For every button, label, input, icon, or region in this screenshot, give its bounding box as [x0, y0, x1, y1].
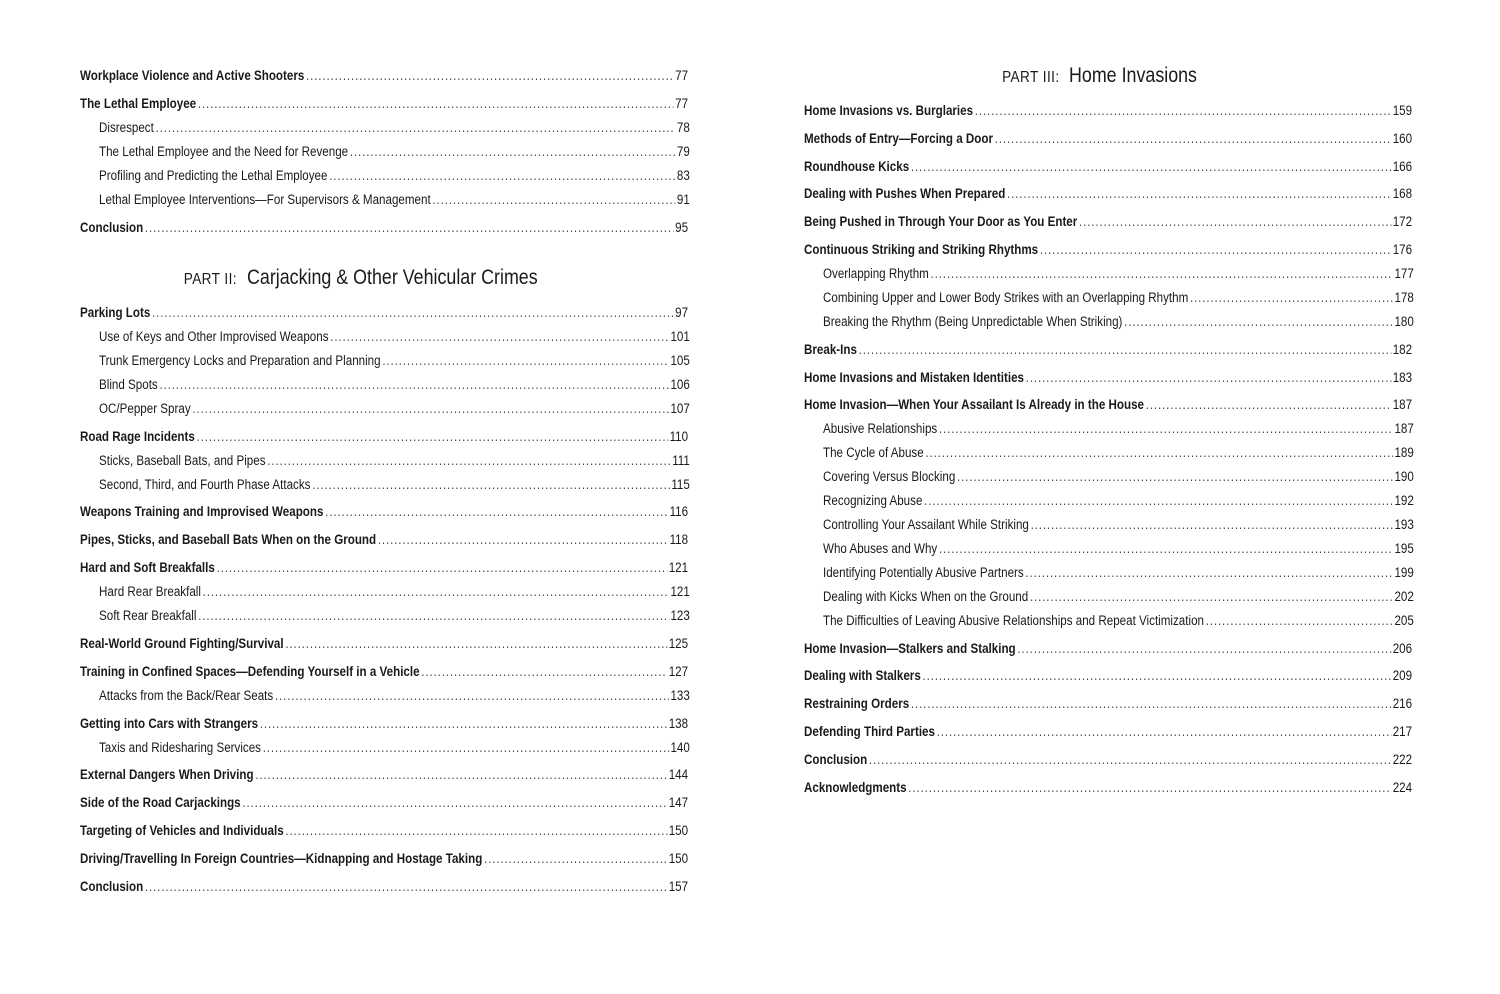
toc-entry-title: Home Invasions and Mistaken Identities — [804, 370, 1025, 385]
toc-entry-title: Workplace Violence and Active Shooters — [80, 68, 305, 83]
toc-entry-page-number: 83 — [676, 168, 690, 183]
toc-entry — [80, 531, 688, 549]
toc-entry — [80, 559, 688, 577]
dot-leader — [1007, 185, 1391, 203]
toc-entry-page-number: 160 — [1392, 131, 1413, 146]
toc-entry-title: Soft Rear Breakfall — [99, 608, 197, 623]
toc-entry-page-number: 168 — [1392, 186, 1413, 201]
toc-entry-title: Roundhouse Kicks — [804, 159, 910, 174]
toc-entry — [804, 779, 1412, 797]
toc-entry — [99, 167, 690, 185]
dot-leader — [432, 191, 675, 209]
toc-entry-title: Getting into Cars with Strangers — [80, 716, 259, 731]
toc-entry-page-number: 195 — [1394, 541, 1414, 556]
dot-leader — [859, 341, 1391, 359]
toc-entry-page-number: 91 — [676, 192, 690, 207]
toc-entry-title: Dealing with Stalkers — [804, 668, 921, 683]
toc-entry — [99, 583, 690, 601]
dot-leader — [217, 559, 667, 577]
toc-entry — [823, 444, 1414, 462]
dot-leader — [421, 663, 667, 681]
dot-leader — [1146, 396, 1391, 414]
toc-entry — [99, 739, 690, 757]
toc-entry — [804, 130, 1412, 148]
toc-entry — [99, 400, 690, 418]
dot-leader — [1124, 313, 1393, 331]
dot-leader — [923, 667, 1391, 685]
dot-leader — [329, 167, 675, 185]
toc-entry — [823, 468, 1414, 486]
dot-leader — [484, 850, 667, 868]
toc-entry-page-number: 125 — [668, 636, 689, 651]
toc-entry-page-number: 217 — [1392, 724, 1413, 739]
toc-entry-title: Home Invasions vs. Burglaries — [804, 103, 974, 118]
toc-entry-title: Attacks from the Back/Rear Seats — [99, 688, 274, 703]
toc-entry — [99, 376, 690, 394]
toc-entry — [823, 540, 1414, 558]
toc-entry-title: External Dangers When Driving — [80, 767, 254, 782]
toc-entry-title: The Lethal Employee and the Need for Revenge — [99, 144, 349, 159]
dot-leader — [350, 143, 675, 161]
toc-entry-page-number: 193 — [1394, 517, 1414, 532]
dot-leader — [198, 607, 669, 625]
toc-entry-page-number: 123 — [670, 608, 690, 623]
toc-entry-page-number: 178 — [1394, 290, 1414, 305]
toc-entry-title: Side of the Road Carjackings — [80, 795, 241, 810]
toc-entry-page-number: 176 — [1392, 242, 1413, 257]
dot-leader — [1040, 241, 1391, 259]
toc-entry — [804, 369, 1412, 387]
toc-entry — [804, 396, 1412, 414]
toc-entry — [804, 185, 1412, 203]
toc-entry-page-number: 180 — [1394, 314, 1414, 329]
dot-leader — [924, 492, 1393, 510]
toc-entry — [99, 687, 690, 705]
dot-leader — [159, 376, 668, 394]
toc-entry-page-number: 147 — [668, 795, 689, 810]
toc-entry-title: Trunk Emergency Locks and Preparation and Planning — [99, 353, 381, 368]
dot-leader — [995, 130, 1391, 148]
toc-entry-title: Disrespect — [99, 120, 154, 135]
dot-leader — [1030, 588, 1393, 606]
toc-entry — [80, 503, 688, 521]
dot-leader — [382, 352, 668, 370]
toc-entry — [99, 191, 690, 209]
toc-entry-page-number: 116 — [669, 504, 689, 519]
dot-leader — [330, 328, 669, 346]
toc-entry-page-number: 209 — [1392, 668, 1413, 683]
toc-entry — [80, 95, 688, 113]
dot-leader — [156, 119, 676, 137]
toc-entry-title: Training in Confined Spaces—Defending Yourself in a Vehicle — [80, 664, 420, 679]
dot-leader — [198, 95, 674, 113]
toc-entry-title: Road Rage Incidents — [80, 429, 195, 444]
toc-entry-page-number: 140 — [670, 740, 690, 755]
toc-entry — [99, 607, 690, 625]
toc-entry-title: Pipes, Sticks, and Baseball Bats When on the Ground — [80, 532, 377, 547]
dot-leader — [975, 102, 1391, 120]
toc-entry-page-number: 133 — [670, 688, 690, 703]
toc-entry-page-number: 159 — [1392, 103, 1413, 118]
part-2-heading — [80, 265, 688, 291]
toc-entry — [823, 265, 1414, 283]
dot-leader — [908, 779, 1391, 797]
toc-entry-page-number: 77 — [675, 68, 689, 83]
toc-entry-page-number: 121 — [670, 584, 690, 599]
toc-entry — [80, 766, 688, 784]
dot-leader — [197, 428, 668, 446]
toc-entry-page-number: 107 — [670, 401, 690, 416]
toc-entry-page-number: 166 — [1392, 159, 1413, 174]
toc-entry-title: Home Invasion—When Your Assailant Is Already in the House — [804, 397, 1144, 412]
dot-leader — [267, 452, 670, 470]
toc-entry-title: Covering Versus Blocking — [823, 469, 956, 484]
toc-entry-page-number: 172 — [1392, 214, 1413, 229]
dot-leader — [939, 540, 1393, 558]
toc-entry-title: Hard Rear Breakfall — [99, 584, 201, 599]
dot-leader — [145, 219, 674, 237]
toc-entry-title: Recognizing Abuse — [823, 493, 923, 508]
dot-leader — [939, 420, 1393, 438]
dot-leader — [1190, 289, 1393, 307]
toc-entry-page-number: 205 — [1394, 613, 1414, 628]
toc-entry — [804, 667, 1412, 685]
part-label: PART II: — [184, 271, 238, 288]
toc-entry-page-number: 97 — [675, 305, 689, 320]
toc-entry-page-number: 216 — [1392, 696, 1413, 711]
toc-entry — [99, 452, 690, 470]
toc-entry-title: Targeting of Vehicles and Individuals — [80, 823, 284, 838]
toc-entry — [804, 158, 1412, 176]
toc-entry-page-number: 121 — [668, 560, 689, 575]
toc-entry-title: Real-World Ground Fighting/Survival — [80, 636, 284, 651]
toc-entry-title: Parking Lots — [80, 305, 151, 320]
part-label: PART III: — [1001, 69, 1060, 86]
dot-leader — [255, 766, 667, 784]
toc-entry — [99, 143, 690, 161]
toc-entry-title: The Lethal Employee — [80, 96, 197, 111]
toc-entry-page-number: 95 — [675, 220, 689, 235]
toc-entry — [823, 420, 1414, 438]
toc-entry-title: Combining Upper and Lower Body Strikes with an Overlapping Rhythm — [823, 290, 1189, 305]
toc-entry-page-number: 105 — [670, 353, 690, 368]
dot-leader — [931, 265, 1393, 283]
toc-entry-page-number: 101 — [670, 329, 690, 344]
toc-entry-title: Taxis and Ridesharing Services — [99, 740, 261, 755]
dot-leader — [1079, 213, 1391, 231]
toc-entry-page-number: 183 — [1392, 370, 1413, 385]
toc-entry-page-number: 144 — [668, 767, 689, 782]
toc-entry-page-number: 78 — [676, 120, 690, 135]
toc-entry-page-number: 222 — [1392, 752, 1413, 767]
toc-entry-title: The Difficulties of Leaving Abusive Relationships and Repeat Victimization — [823, 613, 1204, 628]
toc-entry-page-number: 187 — [1394, 421, 1414, 436]
toc-entry — [80, 794, 688, 812]
toc-entry — [823, 313, 1414, 331]
toc-entry-title: Lethal Employee Interventions—For Supervisors & Management — [99, 192, 431, 207]
toc-entry-title: Home Invasion—Stalkers and Stalking — [804, 641, 1016, 656]
dot-leader — [152, 304, 673, 322]
dot-leader — [911, 695, 1391, 713]
dot-leader — [145, 878, 667, 896]
toc-entry-title: Methods of Entry—Forcing a Door — [804, 131, 993, 146]
toc-entry-title: Weapons Training and Improvised Weapons — [80, 504, 324, 519]
dot-leader — [263, 739, 669, 757]
toc-entry-title: Who Abuses and Why — [823, 541, 938, 556]
dot-leader — [275, 687, 669, 705]
toc-entry-title: Conclusion — [804, 752, 868, 767]
toc-entry-title: Use of Keys and Other Improvised Weapons — [99, 329, 329, 344]
part-title: Carjacking & Other Vehicular Crimes — [246, 266, 538, 289]
dot-leader — [242, 794, 667, 812]
toc-entry-page-number: 206 — [1392, 641, 1413, 656]
toc-entry-title: Acknowledgments — [804, 780, 907, 795]
toc-entry — [804, 723, 1412, 741]
toc-entry-title: Hard and Soft Breakfalls — [80, 560, 215, 575]
toc-entry — [99, 476, 690, 494]
toc-entry-page-number: 106 — [670, 377, 690, 392]
dot-leader — [925, 444, 1392, 462]
toc-entry — [99, 352, 690, 370]
toc-entry — [823, 289, 1414, 307]
toc-entry-title: Defending Third Parties — [804, 724, 935, 739]
toc-entry — [804, 213, 1412, 231]
toc-entry-title: Profiling and Predicting the Lethal Employee — [99, 168, 328, 183]
toc-entry — [823, 564, 1414, 582]
toc-entry-title: Restraining Orders — [804, 696, 910, 711]
toc-entry — [804, 102, 1412, 120]
dot-leader — [203, 583, 669, 601]
toc-entry-page-number: 79 — [676, 144, 690, 159]
toc-entry-page-number: 187 — [1392, 397, 1413, 412]
toc-entry-title: Conclusion — [80, 220, 144, 235]
dot-leader — [1206, 612, 1393, 630]
toc-entry-title: Dealing with Kicks When on the Ground — [823, 589, 1029, 604]
dot-leader — [937, 723, 1391, 741]
toc-entry-title: Breaking the Rhythm (Being Unpredictable When Striking) — [823, 314, 1123, 329]
toc-entry — [80, 219, 688, 237]
toc-entry-page-number: 150 — [668, 851, 689, 866]
part-3-heading — [804, 63, 1412, 89]
toc-entry — [823, 492, 1414, 510]
toc-entry-page-number: 192 — [1394, 493, 1414, 508]
toc-entry-page-number: 202 — [1394, 589, 1414, 604]
toc-entry-title: The Cycle of Abuse — [823, 445, 924, 460]
dot-leader — [957, 468, 1393, 486]
toc-entry-page-number: 199 — [1394, 565, 1414, 580]
toc-entry-title: Abusive Relationships — [823, 421, 938, 436]
dot-leader — [1025, 564, 1392, 582]
dot-leader — [1026, 369, 1391, 387]
dot-leader — [312, 476, 669, 494]
toc-entry-title: Blind Spots — [99, 377, 158, 392]
toc-entry-title: Identifying Potentially Abusive Partners — [823, 565, 1024, 580]
toc-entry — [80, 715, 688, 733]
toc-entry-page-number: 127 — [668, 664, 689, 679]
toc-entry-title: Sticks, Baseball Bats, and Pipes — [99, 453, 266, 468]
toc-entry — [99, 119, 690, 137]
toc-entry — [80, 663, 688, 681]
dot-leader — [869, 751, 1391, 769]
toc-entry-page-number: 115 — [671, 477, 690, 492]
dot-leader — [1031, 516, 1393, 534]
toc-entry — [80, 304, 688, 322]
toc-entry — [80, 822, 688, 840]
toc-entry — [99, 328, 690, 346]
toc-entry-page-number: 138 — [668, 716, 689, 731]
toc-entry-page-number: 110 — [669, 429, 689, 444]
toc-entry-title: OC/Pepper Spray — [99, 401, 191, 416]
part-title: Home Invasions — [1068, 64, 1197, 87]
toc-entry-page-number: 224 — [1392, 780, 1413, 795]
toc-entry-page-number: 177 — [1394, 266, 1414, 281]
toc-entry — [823, 516, 1414, 534]
toc-entry-title: Overlapping Rhythm — [823, 266, 929, 281]
toc-entry — [804, 640, 1412, 658]
toc-entry-title: Break-Ins — [804, 342, 857, 357]
toc-entry-page-number: 182 — [1392, 342, 1413, 357]
toc-entry — [80, 850, 688, 868]
toc-entry-title: Second, Third, and Fourth Phase Attacks — [99, 477, 311, 492]
toc-entry — [80, 428, 688, 446]
toc-entry-page-number: 77 — [675, 96, 689, 111]
toc-entry-title: Controlling Your Assailant While Striking — [823, 517, 1029, 532]
toc-entry-title: Dealing with Pushes When Prepared — [804, 186, 1006, 201]
toc-entry-title: Continuous Striking and Striking Rhythms — [804, 242, 1039, 257]
toc-entry-page-number: 189 — [1394, 445, 1414, 460]
toc-entry — [804, 695, 1412, 713]
dot-leader — [378, 531, 668, 549]
toc-entry-page-number: 111 — [672, 453, 690, 468]
toc-entry-title: Driving/Travelling In Foreign Countries—Kidnapping and Hostage Taking — [80, 851, 483, 866]
toc-entry-page-number: 118 — [669, 532, 689, 547]
toc-entry — [823, 588, 1414, 606]
toc-entry — [804, 341, 1412, 359]
dot-leader — [192, 400, 668, 418]
toc-entry — [80, 635, 688, 653]
dot-leader — [306, 67, 673, 85]
toc-entry-title: Conclusion — [80, 879, 144, 894]
toc-entry — [804, 241, 1412, 259]
dot-leader — [325, 503, 668, 521]
dot-leader — [285, 635, 667, 653]
toc-entry-title: Being Pushed in Through Your Door as You Enter — [804, 214, 1078, 229]
dot-leader — [260, 715, 667, 733]
toc-entry — [804, 751, 1412, 769]
dot-leader — [285, 822, 667, 840]
toc-entry — [823, 612, 1414, 630]
toc-entry — [80, 878, 688, 896]
toc-entry-page-number: 157 — [668, 879, 689, 894]
toc-entry-page-number: 190 — [1394, 469, 1414, 484]
dot-leader — [911, 158, 1391, 176]
toc-entry — [80, 67, 688, 85]
dot-leader — [1017, 640, 1391, 658]
toc-entry-page-number: 150 — [668, 823, 689, 838]
